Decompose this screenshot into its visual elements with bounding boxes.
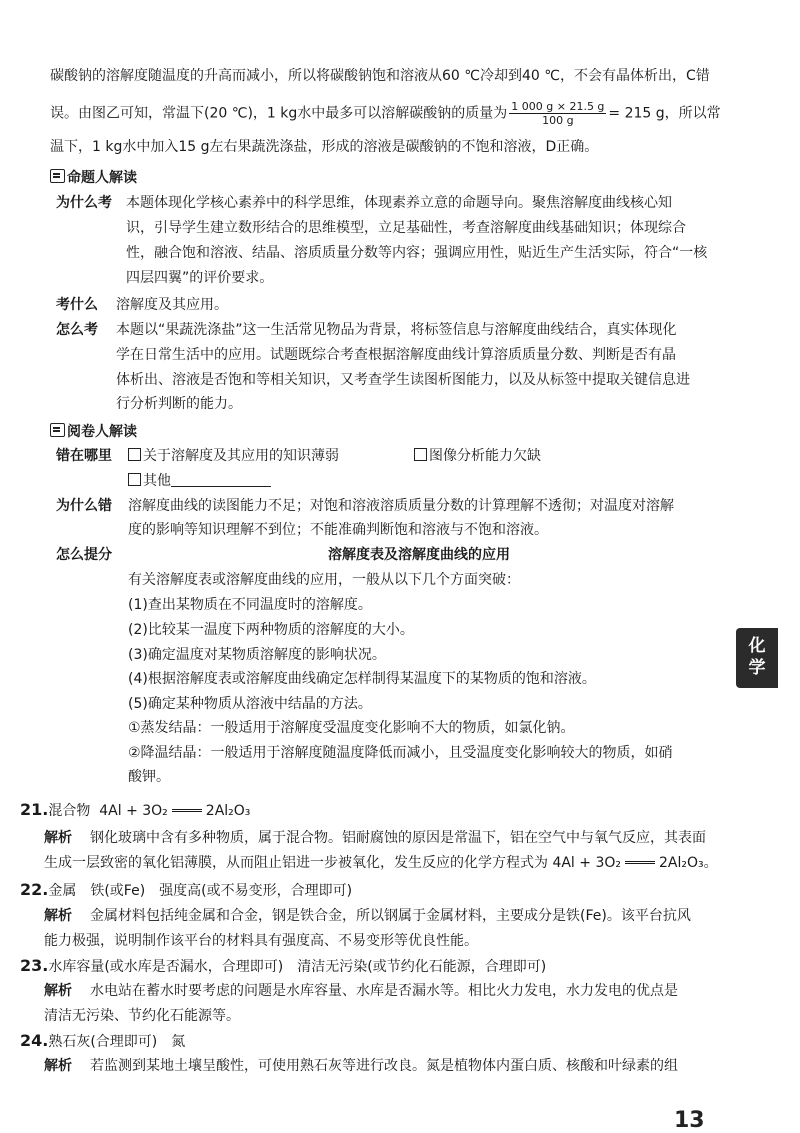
page-number: 13	[674, 1108, 705, 1133]
text-line: (3)确定温度对某物质溶解度的影响状况。	[128, 647, 386, 663]
text-segment: 生成一层致密的氧化铝薄膜，从而阻止铝进一步被氧化，发生反应的化学方程式为 4Al + 3O₂	[44, 855, 621, 871]
text-line: (2)比较某一温度下两种物质的溶解度的大小。	[128, 622, 414, 638]
analysis-label: 解析	[44, 908, 72, 924]
text-line: 本题体现化学核心素养中的科学思维，体现素养立意的命题导向。聚焦溶解度曲线核心知	[126, 195, 672, 211]
analysis-label: 解析	[44, 830, 72, 846]
text-segment: = 215 g，所以常	[608, 105, 721, 122]
analysis-label: 解析	[44, 983, 72, 999]
equals-sign	[625, 861, 655, 864]
label-why: 为什么考	[56, 195, 112, 211]
note-icon	[50, 169, 65, 183]
improve-title: 溶解度表及溶解度曲线的应用	[328, 547, 510, 563]
text-line: ②降温结晶：一般适用于溶解度随温度降低而减小，且受温度变化影响较大的物质，如硝	[128, 745, 673, 761]
text-line: 若监测到某地土壤呈酸性，可使用熟石灰等进行改良。氮是植物体内蛋白质、核酸和叶绿素的组	[90, 1058, 678, 1074]
equation-left: 4Al + 3O₂	[99, 803, 168, 819]
checkbox-label: 其他	[143, 473, 171, 489]
checkbox-icon[interactable]	[128, 448, 141, 461]
answer-text: 水库容量(或水库是否漏水，合理即可) 清洁无污染(或节约化石能源，合理即可)	[48, 959, 547, 975]
note-icon	[50, 423, 65, 437]
section-title: 命题人解读	[67, 170, 137, 186]
section-heading-grader	[50, 422, 137, 442]
text-line: 酸钾。	[128, 769, 170, 785]
question-number: 22.	[20, 880, 49, 899]
text-line: 识，引导学生建立数形结合的思维模型，立足基础性，考查溶解度曲线基础知识；体现综合	[126, 220, 686, 236]
checkbox-label: 图像分析能力欠缺	[429, 448, 541, 464]
question-24-answer	[20, 1031, 185, 1052]
answer-text: 混合物	[48, 803, 91, 819]
text-line: (1)查出某物质在不同温度时的溶解度。	[128, 597, 372, 613]
text-line: 度的影响等知识理解不到位；不能准确判断饱和溶液与不饱和溶液。	[128, 522, 548, 538]
text-line: 体析出、溶液是否饱和等相关知识，又考查学生读图析图能力，以及从标签中提取关键信息进	[116, 372, 690, 388]
question-number: 21.	[20, 800, 49, 819]
answer-text: 熟石灰(合理即可) 氮	[48, 1034, 186, 1050]
fraction-denominator: 100 g	[542, 114, 574, 127]
text-line: 金属材料包括纯金属和合金，钢是铁合金，所以钢属于金属材料，主要成分是铁(Fe)。该平台抗风	[90, 908, 691, 924]
text-line	[50, 100, 721, 127]
text-line: 四层四翼”的评价要求。	[126, 270, 274, 286]
text-line: 碳酸钠的溶解度随温度的升高而减小，所以将碳酸钠饱和溶液从60 ℃冷却到40 ℃，不会有晶体析出，C错	[50, 68, 710, 84]
question-number: 23.	[20, 956, 49, 975]
checkbox-icon[interactable]	[128, 473, 141, 486]
text-line: 能力极强，说明制作该平台的材料具有强度高、不易变形等优良性能。	[44, 933, 478, 949]
text-line: ①蒸发结晶：一般适用于溶解度受温度变化影响不大的物质，如氯化钠。	[128, 720, 575, 736]
question-number: 24.	[20, 1031, 49, 1050]
question-23-answer	[20, 956, 546, 977]
subject-tab-char: 化	[748, 636, 766, 656]
text-line: 溶解度及其应用。	[116, 297, 228, 313]
equals-sign	[172, 809, 202, 812]
text-line: 清洁无污染、节约化石能源等。	[44, 1008, 240, 1024]
text-line: 钢化玻璃中含有多种物质，属于混合物。铝耐腐蚀的原因是常温下，铝在空气中与氧气反应，其表面	[90, 830, 706, 846]
text-segment: 误。由图乙可知，常温下(20 ℃)，1 kg水中最多可以溶解碳酸钠的质量为	[50, 105, 508, 122]
text-segment: 2Al₂O₃。	[659, 855, 718, 871]
section-title: 阅卷人解读	[67, 424, 137, 440]
text-line: 有关溶解度表或溶解度曲线的应用，一般从以下几个方面突破：	[128, 572, 520, 588]
checkbox-icon[interactable]	[414, 448, 427, 461]
label-improve: 怎么提分	[56, 547, 112, 563]
text-line: 学在日常生活中的应用。试题既综合考查根据溶解度曲线计算溶质质量分数、判断是否有晶	[116, 347, 676, 363]
checkbox-option[interactable]	[128, 471, 271, 491]
text-line: (4)根据溶解度表或溶解度曲线确定怎样制得某温度下的某物质的饱和溶液。	[128, 671, 596, 687]
text-line: 溶解度曲线的读图能力不足；对饱和溶液溶质质量分数的计算理解不透彻；对温度对溶解	[128, 498, 674, 514]
text-line	[44, 853, 718, 873]
checkbox-option[interactable]	[128, 446, 339, 466]
text-line: 本题以“果蔬洗涤盐”这一生活常见物品为背景，将标签信息与溶解度曲线结合，真实体现化	[116, 322, 677, 338]
equation-right: 2Al₂O₃	[205, 803, 251, 819]
section-heading-examiner	[50, 168, 137, 188]
text-line: 水电站在蓄水时要考虑的问题是水库容量、水库是否漏水等。相比火力发电，水力发电的优点是	[90, 983, 678, 999]
text-line: 温下，1 kg水中加入15 g左右果蔬洗涤盐，形成的溶液是碳酸钠的不饱和溶液，D正确。	[50, 139, 599, 155]
subject-tab-char: 学	[748, 658, 766, 678]
question-22-answer	[20, 880, 352, 901]
checkbox-option[interactable]	[414, 446, 541, 466]
label-why-error: 为什么错	[56, 498, 112, 514]
label-what: 考什么	[56, 297, 98, 313]
fraction	[509, 100, 606, 127]
analysis-label: 解析	[44, 1058, 72, 1074]
subject-tab	[736, 628, 778, 688]
fill-blank[interactable]	[171, 473, 271, 487]
label-how: 怎么考	[56, 322, 98, 338]
answer-text: 金属 铁(或Fe) 强度高(或不易变形，合理即可)	[48, 883, 353, 899]
label-error: 错在哪里	[56, 448, 112, 464]
fraction-numerator: 1 000 g × 21.5 g	[511, 100, 605, 113]
text-line: 性，融合饱和溶液、结晶、溶质质量分数等内容；强调应用性，贴近生产生活实际，符合“一核	[126, 245, 708, 261]
question-21-answer	[20, 800, 250, 821]
text-line: (5)确定某种物质从溶液中结晶的方法。	[128, 696, 372, 712]
checkbox-label: 关于溶解度及其应用的知识薄弱	[143, 448, 339, 464]
text-line: 行分析判断的能力。	[116, 396, 242, 412]
